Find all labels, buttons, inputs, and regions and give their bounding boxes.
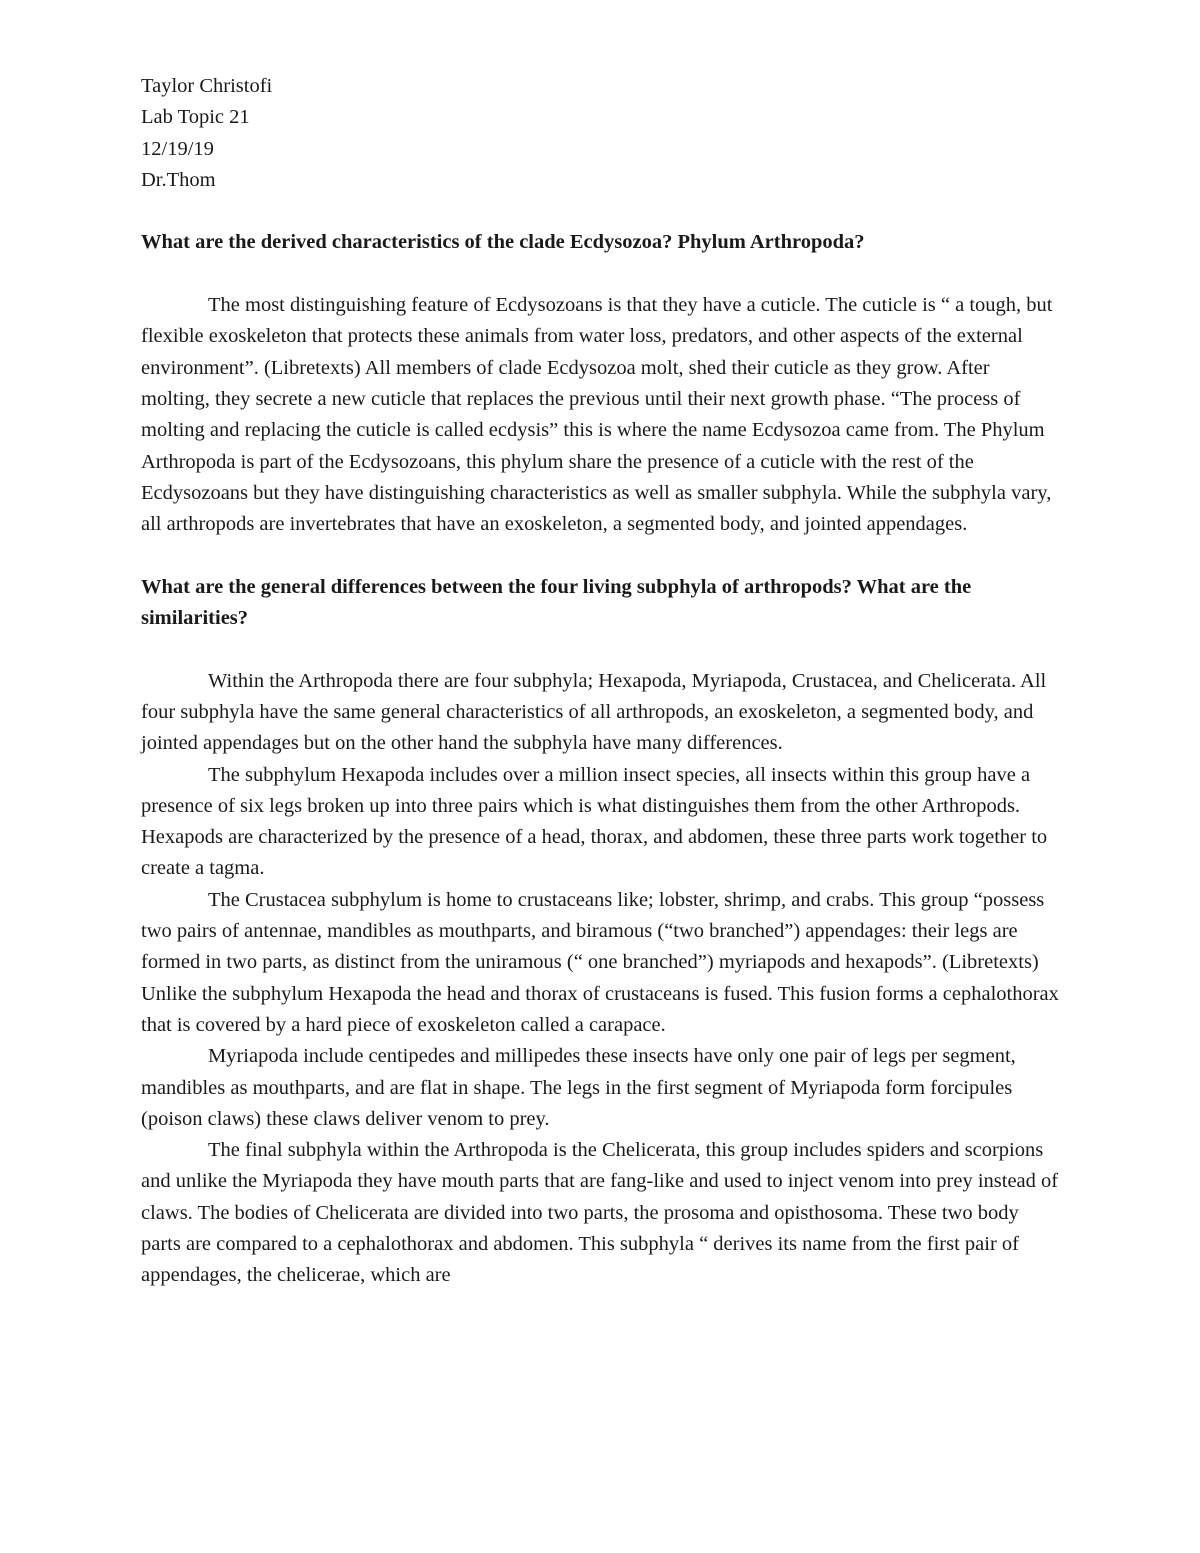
spacer — [141, 259, 1061, 290]
author-name: Taylor Christofi — [141, 75, 273, 97]
spacer — [141, 196, 1061, 227]
spacer — [141, 540, 1061, 571]
section-heading-1: What are the derived characteristics of the clade Ecdysozoa? Phylum Arthropoda? — [141, 231, 865, 254]
document-body — [141, 71, 1061, 1292]
section-2-paragraph-3: The Crustacea subphylum is home to crustaceans like; lobster, shrimp, and crabs. This group “possess two pairs of antennae, mandibles as mouthparts, and biramous (“two branched”) appendages: their legs are formed in two parts, as distinct from the uniramous (“ one branched”) myriapods and hexapods”. (Libretexts) Unlike the subphylum Hexapoda the head and thorax of crustaceans is fused. This fusion forms a cephalothorax that is covered by a hard piece of exoskeleton called a carapace. — [141, 888, 1059, 1036]
document-date: 12/19/19 — [141, 137, 214, 160]
section-2-paragraph-5: The final subphyla within the Arthropoda is the Chelicerata, this group includes spiders and scorpions and unlike the Myriapoda they have mouth parts that are fang-like and used to inject venom into prey instead of claws. The bodies of Chelicerata are divided into two parts, the prosoma and opisthosoma. These two body parts are compared to a cephalothorax and abdomen. This subphyla “ derives its name from the first pair of appendages, the chelicerae, which are — [141, 1139, 1059, 1287]
course-label: Lab Topic 21 — [141, 106, 250, 129]
section-2-paragraph-1: Within the Arthropoda there are four subphyla; Hexapoda, Myriapoda, Crustacea, and Chelicerata. All four subphyla have the same general characteristics of all arthropods, an exoskeleton, a segmented body, and jointed appendages but on the other hand the subphyla have many differences. — [141, 669, 1047, 755]
instructor-name: Dr.Thom — [141, 168, 216, 191]
spacer — [141, 634, 1061, 665]
section-heading-2: What are the general differences between the four living subphyla of arthropods? What are the similarities? — [141, 575, 972, 630]
section-1-paragraph-1: The most distinguishing feature of Ecdysozoans is that they have a cuticle. The cuticle is “ a tough, but flexible exoskeleton that protects these animals from water loss, predators, and other aspects of the external environment”. (Libretexts) All members of clade Ecdysozoa molt, shed their cuticle as they grow. After molting, they secrete a new cuticle that replaces the previous until their next growth phase. “The process of molting and replacing the cuticle is called ecdysis” this is where the name Ecdysozoa came from. The Phylum Arthropoda is part of the Ecdysozoans, this phylum share the presence of a cuticle with the rest of the Ecdysozoans but they have distinguishing characteristics as well as smaller subphyla. While the subphyla vary, all arthropods are invertebrates that have an exoskeleton, a segmented body, and jointed appendages. — [141, 294, 1053, 536]
section-2-paragraph-4: Myriapoda include centipedes and millipedes these insects have only one pair of legs per segment, mandibles as mouthparts, and are flat in shape. The legs in the first segment of Myriapoda form forcipules (poison claws) these claws deliver venom to prey. — [141, 1045, 1016, 1130]
section-2-paragraph-2: The subphylum Hexapoda includes over a million insect species, all insects within this group have a presence of six legs broken up into three pairs which is what distinguishes them from the other Arthropods. Hexapods are characterized by the presence of a head, thorax, and abdomen, these three parts work together to create a tagma. — [141, 763, 1048, 880]
